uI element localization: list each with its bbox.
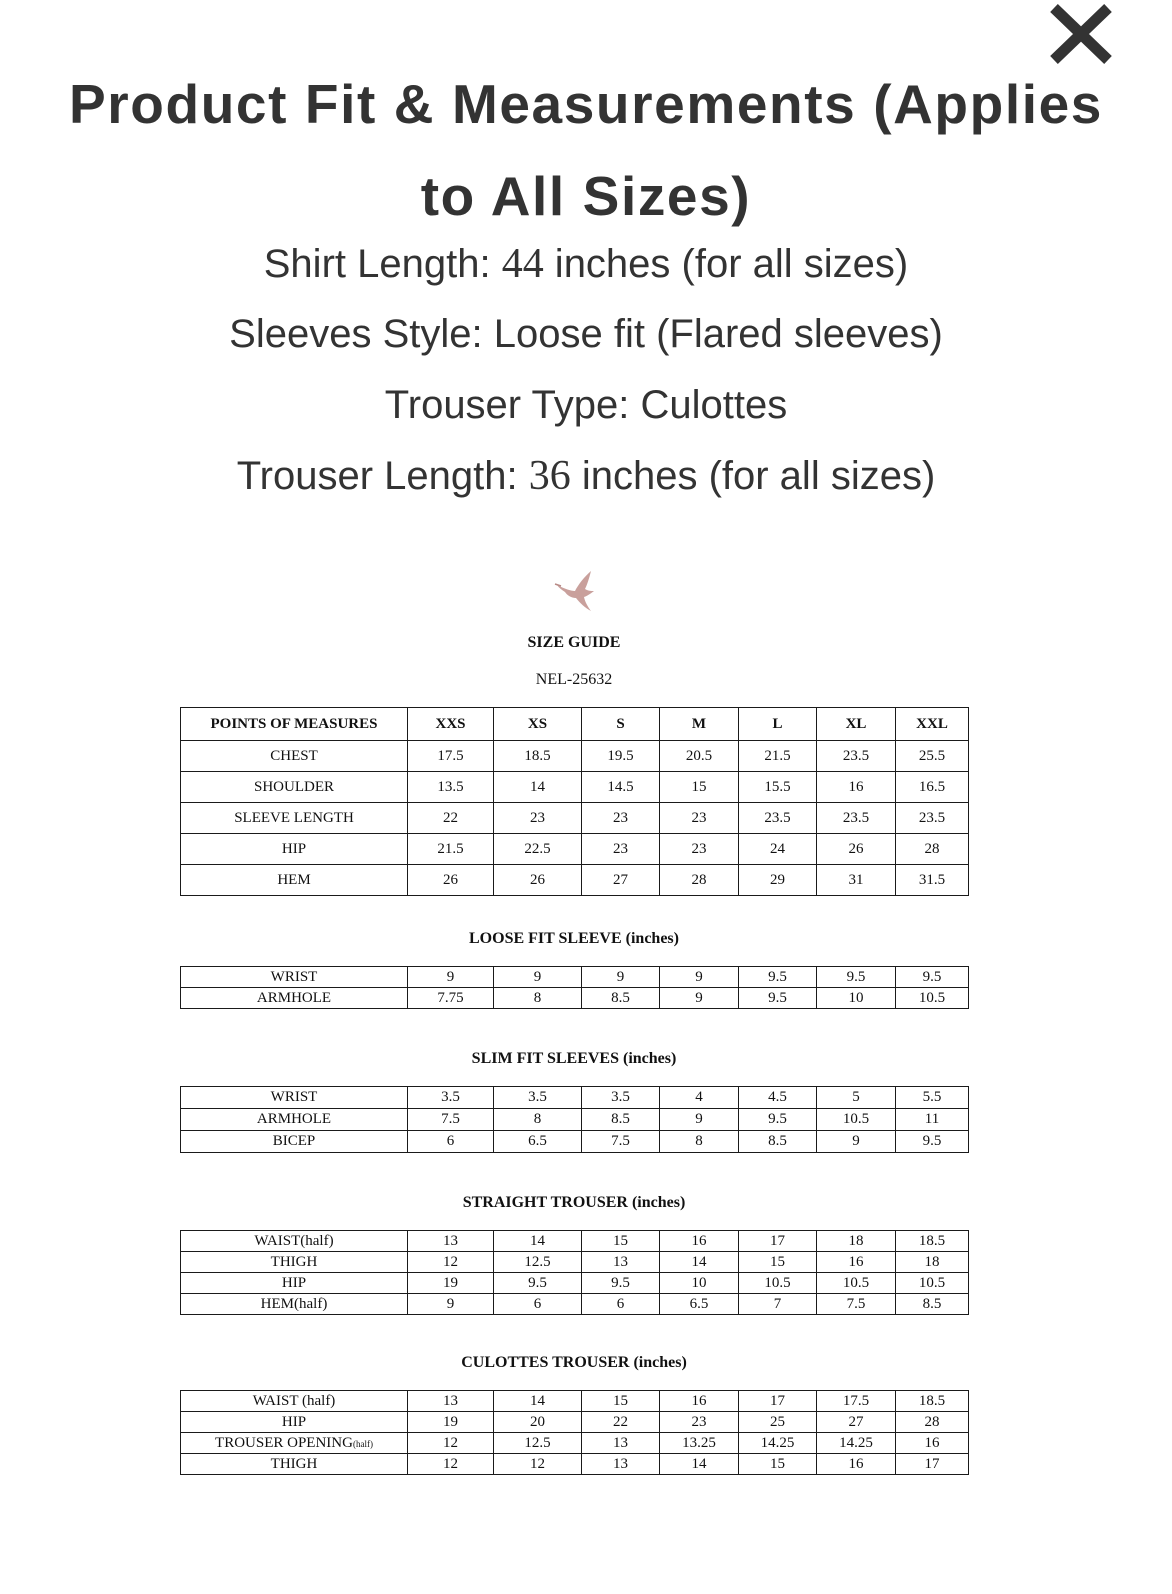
table-cell: 10.5: [896, 1273, 969, 1294]
table-cell: 15: [660, 772, 739, 803]
table-cell: 31.5: [896, 865, 969, 896]
size-guide-table: [180, 707, 969, 896]
table-cell: 3.5: [494, 1087, 582, 1109]
column-header: POINTS OF MEASURES: [181, 708, 408, 741]
table-cell: 12: [494, 1454, 582, 1475]
table-cell: 23.5: [817, 803, 896, 834]
table-cell: 3.5: [408, 1087, 494, 1109]
shirt-length-spec: [60, 239, 1112, 289]
table-cell: 17.5: [408, 741, 494, 772]
table-cell: 16: [817, 1252, 896, 1273]
close-icon: [1046, 2, 1116, 66]
table-cell: 8.5: [739, 1131, 817, 1153]
table-cell: 29: [739, 865, 817, 896]
table-cell: 19.5: [582, 741, 660, 772]
column-header: M: [660, 708, 739, 741]
row-label: HIP: [181, 834, 408, 865]
table-cell: 27: [817, 1412, 896, 1433]
row-label: BICEP: [181, 1131, 408, 1153]
table-cell: 20: [494, 1412, 582, 1433]
shirt-length-suffix: inches (for all sizes): [543, 242, 909, 286]
row-label: WRIST: [181, 1087, 408, 1109]
table-cell: 12.5: [494, 1252, 582, 1273]
table-cell: 14: [660, 1252, 739, 1273]
table-row: [181, 1231, 969, 1252]
table-cell: 24: [739, 834, 817, 865]
table-cell: 16: [817, 772, 896, 803]
row-label: ARMHOLE: [181, 988, 408, 1009]
table-cell: 12: [408, 1252, 494, 1273]
product-code: NEL-25632: [535, 671, 613, 688]
table-row: [181, 1131, 969, 1153]
page-title: Product Fit & Measurements (Applies to All Sizes): [69, 73, 1103, 227]
column-header: XL: [817, 708, 896, 741]
table-cell: 11: [896, 1109, 969, 1131]
table-cell: 15.5: [739, 772, 817, 803]
table-cell: 3.5: [582, 1087, 660, 1109]
table-cell: 4: [660, 1087, 739, 1109]
table-cell: 8: [494, 988, 582, 1009]
table-cell: 8.5: [582, 988, 660, 1009]
table-row: [181, 1391, 969, 1412]
table-cell: 12: [408, 1454, 494, 1475]
table-cell: 12.5: [494, 1433, 582, 1454]
table-cell: 13: [408, 1391, 494, 1412]
row-label: [181, 1433, 408, 1454]
table-row: [181, 1454, 969, 1475]
table-cell: 5.5: [896, 1087, 969, 1109]
table-cell: 14.5: [582, 772, 660, 803]
loose-fit-sleeve-table: [180, 966, 969, 1009]
table-cell: 18.5: [896, 1231, 969, 1252]
table-cell: 14: [494, 772, 582, 803]
shirt-length-label: Shirt Length:: [263, 242, 502, 286]
row-label: HIP: [181, 1273, 408, 1294]
table-cell: 9: [660, 1109, 739, 1131]
table-cell: 16: [660, 1231, 739, 1252]
size-guide-heading: SIZE GUIDE: [527, 634, 621, 651]
trouser-length-spec: [60, 451, 1112, 501]
slim-fit-sleeves-table: [180, 1086, 969, 1153]
table-cell: 26: [408, 865, 494, 896]
row-label: ARMHOLE: [181, 1109, 408, 1131]
table-row: [181, 1109, 969, 1131]
half-note: (half): [352, 1438, 373, 1449]
table-cell: 14: [494, 1231, 582, 1252]
table-row: [181, 1273, 969, 1294]
table-cell: 21.5: [408, 834, 494, 865]
culottes-trouser-heading: CULOTTES TROUSER (inches): [461, 1354, 687, 1371]
table-cell: 23: [660, 1412, 739, 1433]
table-cell: 10.5: [739, 1273, 817, 1294]
table-cell: 28: [896, 834, 969, 865]
close-button[interactable]: [1046, 2, 1116, 66]
trouser-length-label: Trouser Length:: [236, 454, 529, 498]
trouser-length-suffix: inches (for all sizes): [570, 454, 936, 498]
row-label: THIGH: [181, 1252, 408, 1273]
table-cell: 9.5: [896, 1131, 969, 1153]
loose-fit-sleeve-heading: LOOSE FIT SLEEVE (inches): [469, 930, 679, 947]
table-row: [181, 803, 969, 834]
table-cell: 22: [408, 803, 494, 834]
table-row: [181, 1433, 969, 1454]
table-cell: 22: [582, 1412, 660, 1433]
table-cell: 6: [494, 1294, 582, 1315]
table-cell: 17: [739, 1391, 817, 1412]
table-cell: 7: [739, 1294, 817, 1315]
table-cell: 18: [896, 1252, 969, 1273]
table-cell: 8: [494, 1109, 582, 1131]
table-cell: 18.5: [494, 741, 582, 772]
table-cell: 15: [739, 1454, 817, 1475]
row-label: CHEST: [181, 741, 408, 772]
table-cell: 7.5: [408, 1109, 494, 1131]
table-cell: 6.5: [660, 1294, 739, 1315]
table-cell: 12: [408, 1433, 494, 1454]
table-cell: 8.5: [582, 1109, 660, 1131]
row-label: SHOULDER: [181, 772, 408, 803]
dove-icon: [551, 567, 597, 613]
table-cell: 27: [582, 865, 660, 896]
culottes-trouser-table: [180, 1390, 969, 1475]
table-cell: 5: [817, 1087, 896, 1109]
table-cell: 15: [582, 1391, 660, 1412]
table-cell: 16: [896, 1433, 969, 1454]
table-cell: 23.5: [739, 803, 817, 834]
table-cell: 7.5: [817, 1294, 896, 1315]
trouser-type-spec: Trouser Type: Culottes: [384, 383, 788, 427]
column-header: XXL: [896, 708, 969, 741]
column-header: L: [739, 708, 817, 741]
table-cell: 9.5: [494, 1273, 582, 1294]
table-cell: 23: [494, 803, 582, 834]
table-cell: 10.5: [817, 1109, 896, 1131]
table-cell: 7.5: [582, 1131, 660, 1153]
table-cell: 13: [582, 1433, 660, 1454]
table-cell: 9: [494, 967, 582, 988]
table-cell: 9.5: [582, 1273, 660, 1294]
table-cell: 9: [408, 967, 494, 988]
table-cell: 9: [582, 967, 660, 988]
straight-trouser-heading: STRAIGHT TROUSER (inches): [462, 1194, 686, 1211]
trouser-length-value: 36: [528, 453, 571, 499]
table-cell: 9.5: [739, 988, 817, 1009]
table-cell: 16: [660, 1391, 739, 1412]
table-cell: 9: [408, 1294, 494, 1315]
table-cell: 17.5: [817, 1391, 896, 1412]
table-cell: 9: [660, 988, 739, 1009]
table-cell: 9.5: [739, 1109, 817, 1131]
table-cell: 13: [582, 1252, 660, 1273]
table-cell: 26: [817, 834, 896, 865]
table-cell: 19: [408, 1412, 494, 1433]
row-label: HEM: [181, 865, 408, 896]
table-row: [181, 1252, 969, 1273]
table-header-row: [181, 708, 969, 741]
table-cell: 20.5: [660, 741, 739, 772]
table-cell: 25: [739, 1412, 817, 1433]
row-label: WRIST: [181, 967, 408, 988]
table-cell: 14.25: [817, 1433, 896, 1454]
table-cell: 6.5: [494, 1131, 582, 1153]
table-cell: 23.5: [896, 803, 969, 834]
table-cell: 14: [494, 1391, 582, 1412]
row-label: SLEEVE LENGTH: [181, 803, 408, 834]
table-cell: 16.5: [896, 772, 969, 803]
row-label: HIP: [181, 1412, 408, 1433]
table-cell: 17: [896, 1454, 969, 1475]
table-cell: 8.5: [896, 1294, 969, 1315]
table-cell: 31: [817, 865, 896, 896]
table-cell: 18: [817, 1231, 896, 1252]
row-label: WAIST (half): [181, 1391, 408, 1412]
row-label: WAIST(half): [181, 1231, 408, 1252]
row-label-text: TROUSER OPENING: [215, 1434, 353, 1451]
sleeves-style-spec: Sleeves Style: Loose fit (Flared sleeves): [229, 312, 943, 356]
table-row: [181, 1087, 969, 1109]
table-cell: 23: [582, 803, 660, 834]
table-cell: 23.5: [817, 741, 896, 772]
shirt-length-value: 44: [501, 241, 544, 287]
column-header: S: [582, 708, 660, 741]
table-cell: 7.75: [408, 988, 494, 1009]
table-cell: 15: [739, 1252, 817, 1273]
straight-trouser-table: [180, 1230, 969, 1315]
table-cell: 10: [817, 988, 896, 1009]
slim-fit-sleeves-heading: SLIM FIT SLEEVES (inches): [471, 1050, 677, 1067]
table-cell: 9.5: [739, 967, 817, 988]
table-cell: 16: [817, 1454, 896, 1475]
table-cell: 15: [582, 1231, 660, 1252]
table-cell: 6: [408, 1131, 494, 1153]
table-row: [181, 834, 969, 865]
table-cell: 14.25: [739, 1433, 817, 1454]
table-cell: 9: [817, 1131, 896, 1153]
table-cell: 14: [660, 1454, 739, 1475]
table-cell: 21.5: [739, 741, 817, 772]
table-cell: 28: [896, 1412, 969, 1433]
table-cell: 17: [739, 1231, 817, 1252]
table-cell: 23: [660, 803, 739, 834]
table-cell: 9: [660, 967, 739, 988]
table-cell: 8: [660, 1131, 739, 1153]
table-row: [181, 741, 969, 772]
table-row: [181, 988, 969, 1009]
table-cell: 6: [582, 1294, 660, 1315]
table-cell: 22.5: [494, 834, 582, 865]
table-cell: 13: [582, 1454, 660, 1475]
column-header: XXS: [408, 708, 494, 741]
table-cell: 4.5: [739, 1087, 817, 1109]
table-row: [181, 865, 969, 896]
table-row: [181, 967, 969, 988]
table-row: [181, 1294, 969, 1315]
table-cell: 10: [660, 1273, 739, 1294]
table-row: [181, 1412, 969, 1433]
table-cell: 9.5: [817, 967, 896, 988]
table-cell: 10.5: [896, 988, 969, 1009]
table-cell: 25.5: [896, 741, 969, 772]
table-cell: 10.5: [817, 1273, 896, 1294]
table-cell: 13.25: [660, 1433, 739, 1454]
table-cell: 28: [660, 865, 739, 896]
table-cell: 13: [408, 1231, 494, 1252]
row-label: HEM(half): [181, 1294, 408, 1315]
table-cell: 9.5: [896, 967, 969, 988]
table-cell: 19: [408, 1273, 494, 1294]
table-cell: 13.5: [408, 772, 494, 803]
table-cell: 18.5: [896, 1391, 969, 1412]
table-row: [181, 772, 969, 803]
table-cell: 23: [660, 834, 739, 865]
table-cell: 26: [494, 865, 582, 896]
row-label: THIGH: [181, 1454, 408, 1475]
column-header: XS: [494, 708, 582, 741]
table-cell: 23: [582, 834, 660, 865]
